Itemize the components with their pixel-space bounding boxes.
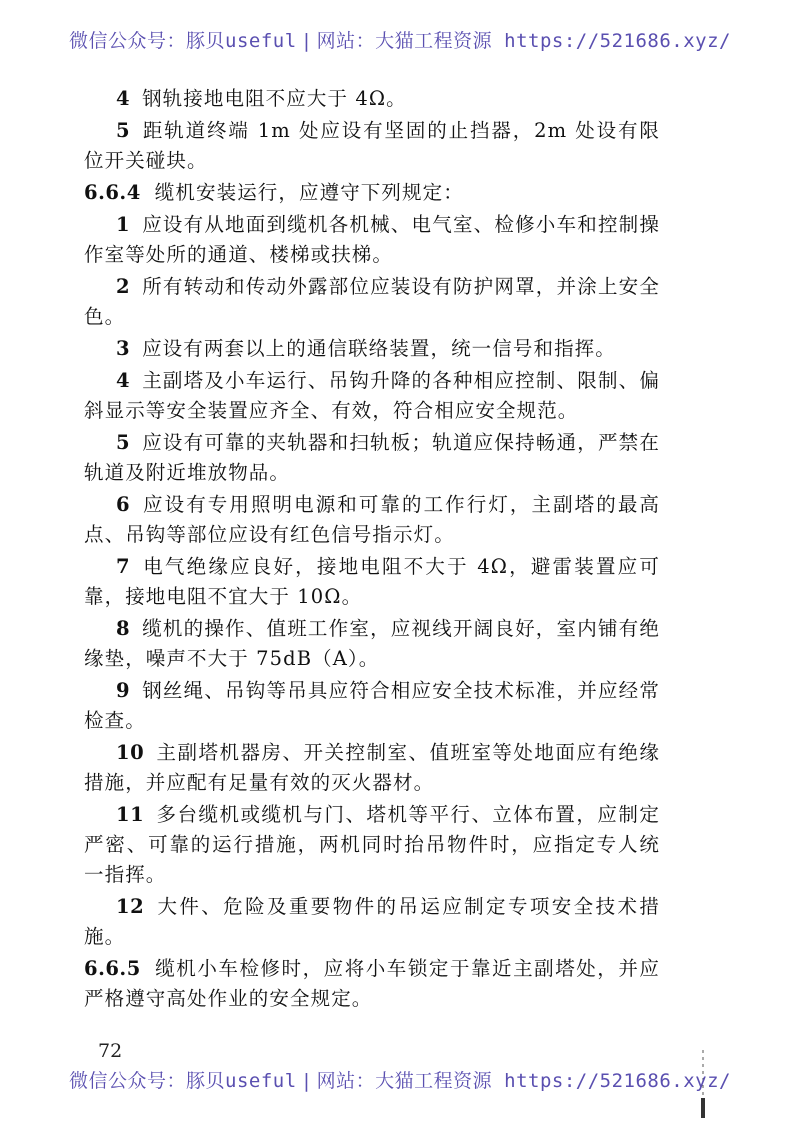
list-item: [84, 738, 660, 798]
clause: [84, 954, 660, 1014]
item-text: 应设有从地面到缆机各机械、电气室、检修小车和控制操作室等处所的通道、楼梯或扶梯。: [84, 213, 660, 266]
item-number: 9: [116, 679, 131, 702]
item-text: 所有转动和传动外露部位应装设有防护网罩，并涂上安全色。: [84, 275, 660, 328]
item-text: 钢丝绳、吊钩等吊具应符合相应安全技术标准，并应经常检查。: [84, 679, 660, 732]
clause-text: 缆机小车检修时，应将小车锁定于靠近主副塔处，并应严格遵守高处作业的安全规定。: [84, 957, 660, 1010]
watermark-url: https://521686.xyz/: [492, 1070, 731, 1092]
item-text: 应设有可靠的夹轨器和扫轨板；轨道应保持畅通，严禁在轨道及附近堆放物品。: [84, 431, 660, 484]
watermark-separator: |: [296, 30, 317, 52]
watermark-separator: |: [296, 1070, 317, 1092]
item-number: 10: [116, 741, 145, 764]
item-number: 12: [116, 895, 145, 918]
item-number: 8: [116, 617, 131, 640]
watermark-site: 网站：大猫工程资源: [316, 1070, 493, 1092]
watermark-wechat: 微信公众号：豚贝: [69, 1070, 226, 1092]
list-item: [84, 892, 660, 952]
watermark-url: https://521686.xyz/: [492, 30, 731, 52]
list-item: [84, 84, 660, 114]
list-item: [84, 116, 660, 176]
clause: [84, 178, 660, 208]
watermark-site: 网站：大猫工程资源: [316, 30, 493, 52]
list-item: [84, 334, 660, 364]
item-text: 主副塔机器房、开关控制室、值班室等处地面应有绝缘措施，并应配有足量有效的灭火器材。: [84, 741, 660, 794]
item-text: 应设有两套以上的通信联络装置，统一信号和指挥。: [142, 337, 616, 360]
list-item: [84, 490, 660, 550]
item-text: 距轨道终端 1m 处应设有坚固的止挡器，2m 处设有限位开关碰块。: [84, 119, 660, 172]
list-item: [84, 428, 660, 488]
clause-number: 6.6.4: [84, 181, 141, 204]
watermark-header: [0, 26, 800, 53]
item-number: 5: [116, 119, 131, 142]
item-number: 2: [116, 275, 131, 298]
item-number: 6: [116, 493, 131, 516]
document-body: [84, 84, 660, 1016]
list-item: [84, 272, 660, 332]
item-text: 应设有专用照明电源和可靠的工作行灯，主副塔的最高点、吊钩等部位应设有红色信号指示灯。: [84, 493, 660, 546]
list-item: [84, 552, 660, 612]
item-text: 钢轨接地电阻不应大于 4Ω。: [142, 87, 407, 110]
item-text: 大件、危险及重要物件的吊运应制定专项安全技术措施。: [84, 895, 660, 948]
item-text: 缆机的操作、值班工作室，应视线开阔良好，室内铺有绝缘垫，噪声不大于 75dB（A）。: [84, 617, 660, 670]
list-item: [84, 800, 660, 890]
item-number: 4: [116, 87, 131, 110]
page-number: 72: [98, 1040, 123, 1062]
item-number: 4: [116, 369, 131, 392]
watermark-wechat-id: useful: [225, 30, 297, 52]
watermark-wechat: 微信公众号：豚贝: [69, 30, 226, 52]
list-item: [84, 676, 660, 736]
item-text: 电气绝缘应良好，接地电阻不大于 4Ω，避雷装置应可靠，接地电阻不宜大于 10Ω。: [84, 555, 660, 608]
item-number: 11: [116, 803, 145, 826]
item-number: 1: [116, 213, 131, 236]
list-item: [84, 366, 660, 426]
item-number: 7: [116, 555, 131, 578]
item-text: 主副塔及小车运行、吊钩升降的各种相应控制、限制、偏斜显示等安全装置应齐全、有效，符合相应安全规范。: [84, 369, 660, 422]
list-item: [84, 210, 660, 270]
item-number: 5: [116, 431, 131, 454]
list-item: [84, 614, 660, 674]
clause-text: 缆机安装运行，应遵守下列规定：: [154, 181, 464, 204]
clause-number: 6.6.5: [84, 957, 141, 980]
watermark-footer: [0, 1066, 800, 1093]
item-text: 多台缆机或缆机与门、塔机等平行、立体布置，应制定严密、可靠的运行措施，两机同时抬吊物件时，应指定专人统一指挥。: [84, 803, 660, 886]
item-number: 3: [116, 337, 131, 360]
watermark-wechat-id: useful: [225, 1070, 297, 1092]
